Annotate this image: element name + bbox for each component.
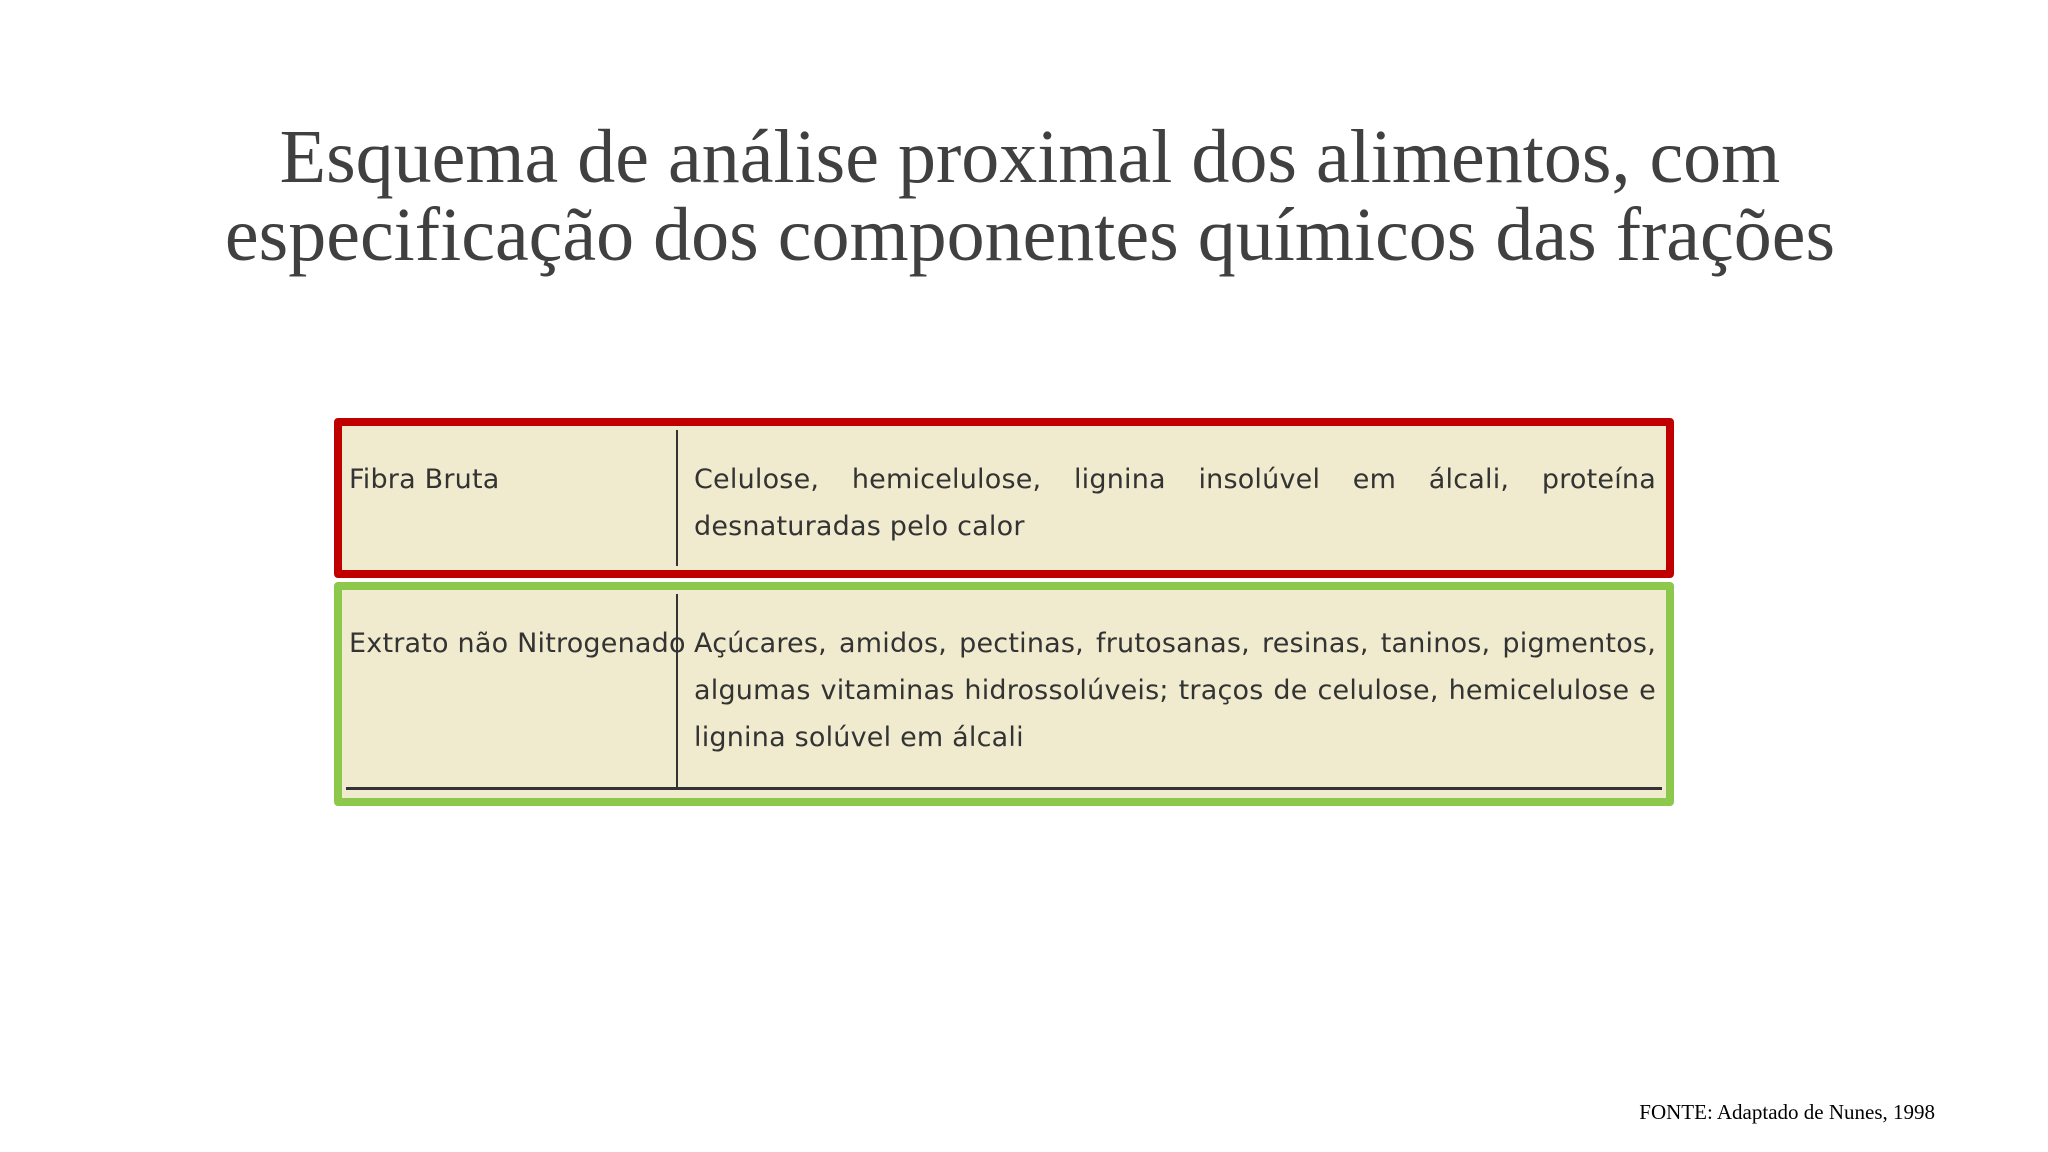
row-name-cell: Extrato não Nitrogenado (346, 594, 678, 787)
slide-title (0, 115, 2048, 277)
table-row-content (346, 430, 1662, 566)
slide-title-line-1: Esquema de análise proximal dos alimentos, com (279, 115, 1781, 199)
source-citation: FONTE: Adaptado de Nunes, 1998 (1639, 1100, 1935, 1124)
table-row-content (346, 594, 1662, 790)
row-description-cell: Açúcares, amidos, pectinas, frutosanas, resinas, taninos, pigmentos, algumas vitaminas hidrossolúveis; traços de celulose, hemicelulose e lignina solúvel em álcali (694, 628, 1656, 753)
row-description-cell: Celulose, hemicelulose, lignina insolúvel em álcali, proteína desnaturadas pelo calor (694, 464, 1656, 542)
row-name-cell: Fibra Bruta (346, 430, 678, 566)
table-row-fibra-bruta (334, 418, 1674, 578)
slide-title-line-2: especificação dos componentes químicos das frações (224, 193, 1836, 277)
table-row-extrato-nao-nitrogenado (334, 582, 1674, 806)
